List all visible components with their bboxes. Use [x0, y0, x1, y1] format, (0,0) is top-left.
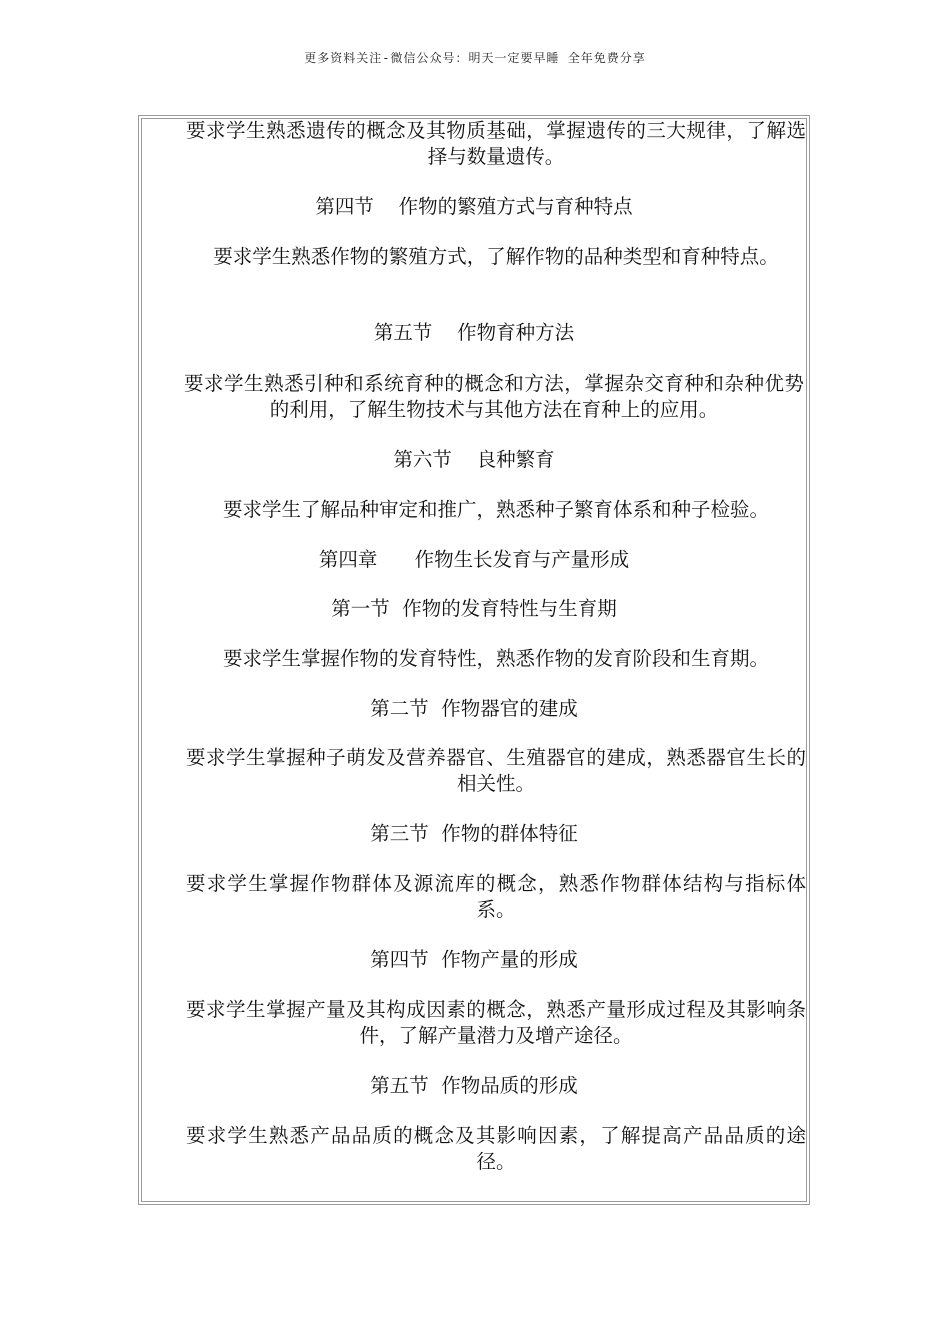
chapter-heading-growth: 第四章 作物生长发育与产量形成	[318, 548, 630, 571]
paragraph-population: 要求学生掌握作物群体及源流库的概念，熟悉作物群体结构与指标体系。	[186, 872, 806, 921]
section-heading-quality: 第五节 作物品质的形成	[370, 1074, 578, 1097]
section-heading-population: 第三节 作物的群体特征	[370, 822, 578, 845]
section-heading-breeding-methods: 第五节 作物育种方法	[373, 321, 575, 344]
paragraph-reproduction: 要求学生熟悉作物的繁殖方式，了解作物的品种类型和育种特点。	[213, 245, 779, 268]
section-heading-development: 第一节 作物的发育特性与生育期	[331, 597, 617, 620]
paragraph-seed-propagation: 要求学生了解品种审定和推广，熟悉种子繁育体系和种子检验。	[222, 498, 769, 521]
paragraph-yield: 要求学生掌握产量及其构成因素的概念，熟悉产量形成过程及其影响条件，了解产量潜力及增产途径。	[186, 998, 806, 1047]
paragraph-development: 要求学生掌握作物的发育特性，熟悉作物的发育阶段和生育期。	[222, 647, 769, 670]
paragraph-organs: 要求学生掌握种子萌发及营养器官、生殖器官的建成，熟悉器官生长的相关性。	[186, 746, 806, 795]
page-header: 更多资料关注-微信公众号：明天一定要早睡 全年免费分享	[304, 51, 646, 65]
section-heading-seed-propagation: 第六节 良种繁育	[393, 448, 555, 471]
section-heading-reproduction: 第四节 作物的繁殖方式与育种特点	[315, 195, 633, 218]
paragraph-breeding-methods: 要求学生熟悉引种和系统育种的概念和方法，掌握杂交育种和杂种优势的利用，了解生物技术与其他方法在育种上的应用。	[184, 372, 804, 421]
section-heading-yield: 第四节 作物产量的形成	[370, 948, 578, 971]
section-heading-organs: 第二节 作物器官的建成	[370, 697, 578, 720]
paragraph-quality: 要求学生熟悉产品品质的概念及其影响因素，了解提高产品品质的途径。	[186, 1124, 806, 1173]
paragraph-genetics: 要求学生熟悉遗传的概念及其物质基础，掌握遗传的三大规律，了解选择与数量遗传。	[186, 119, 806, 168]
